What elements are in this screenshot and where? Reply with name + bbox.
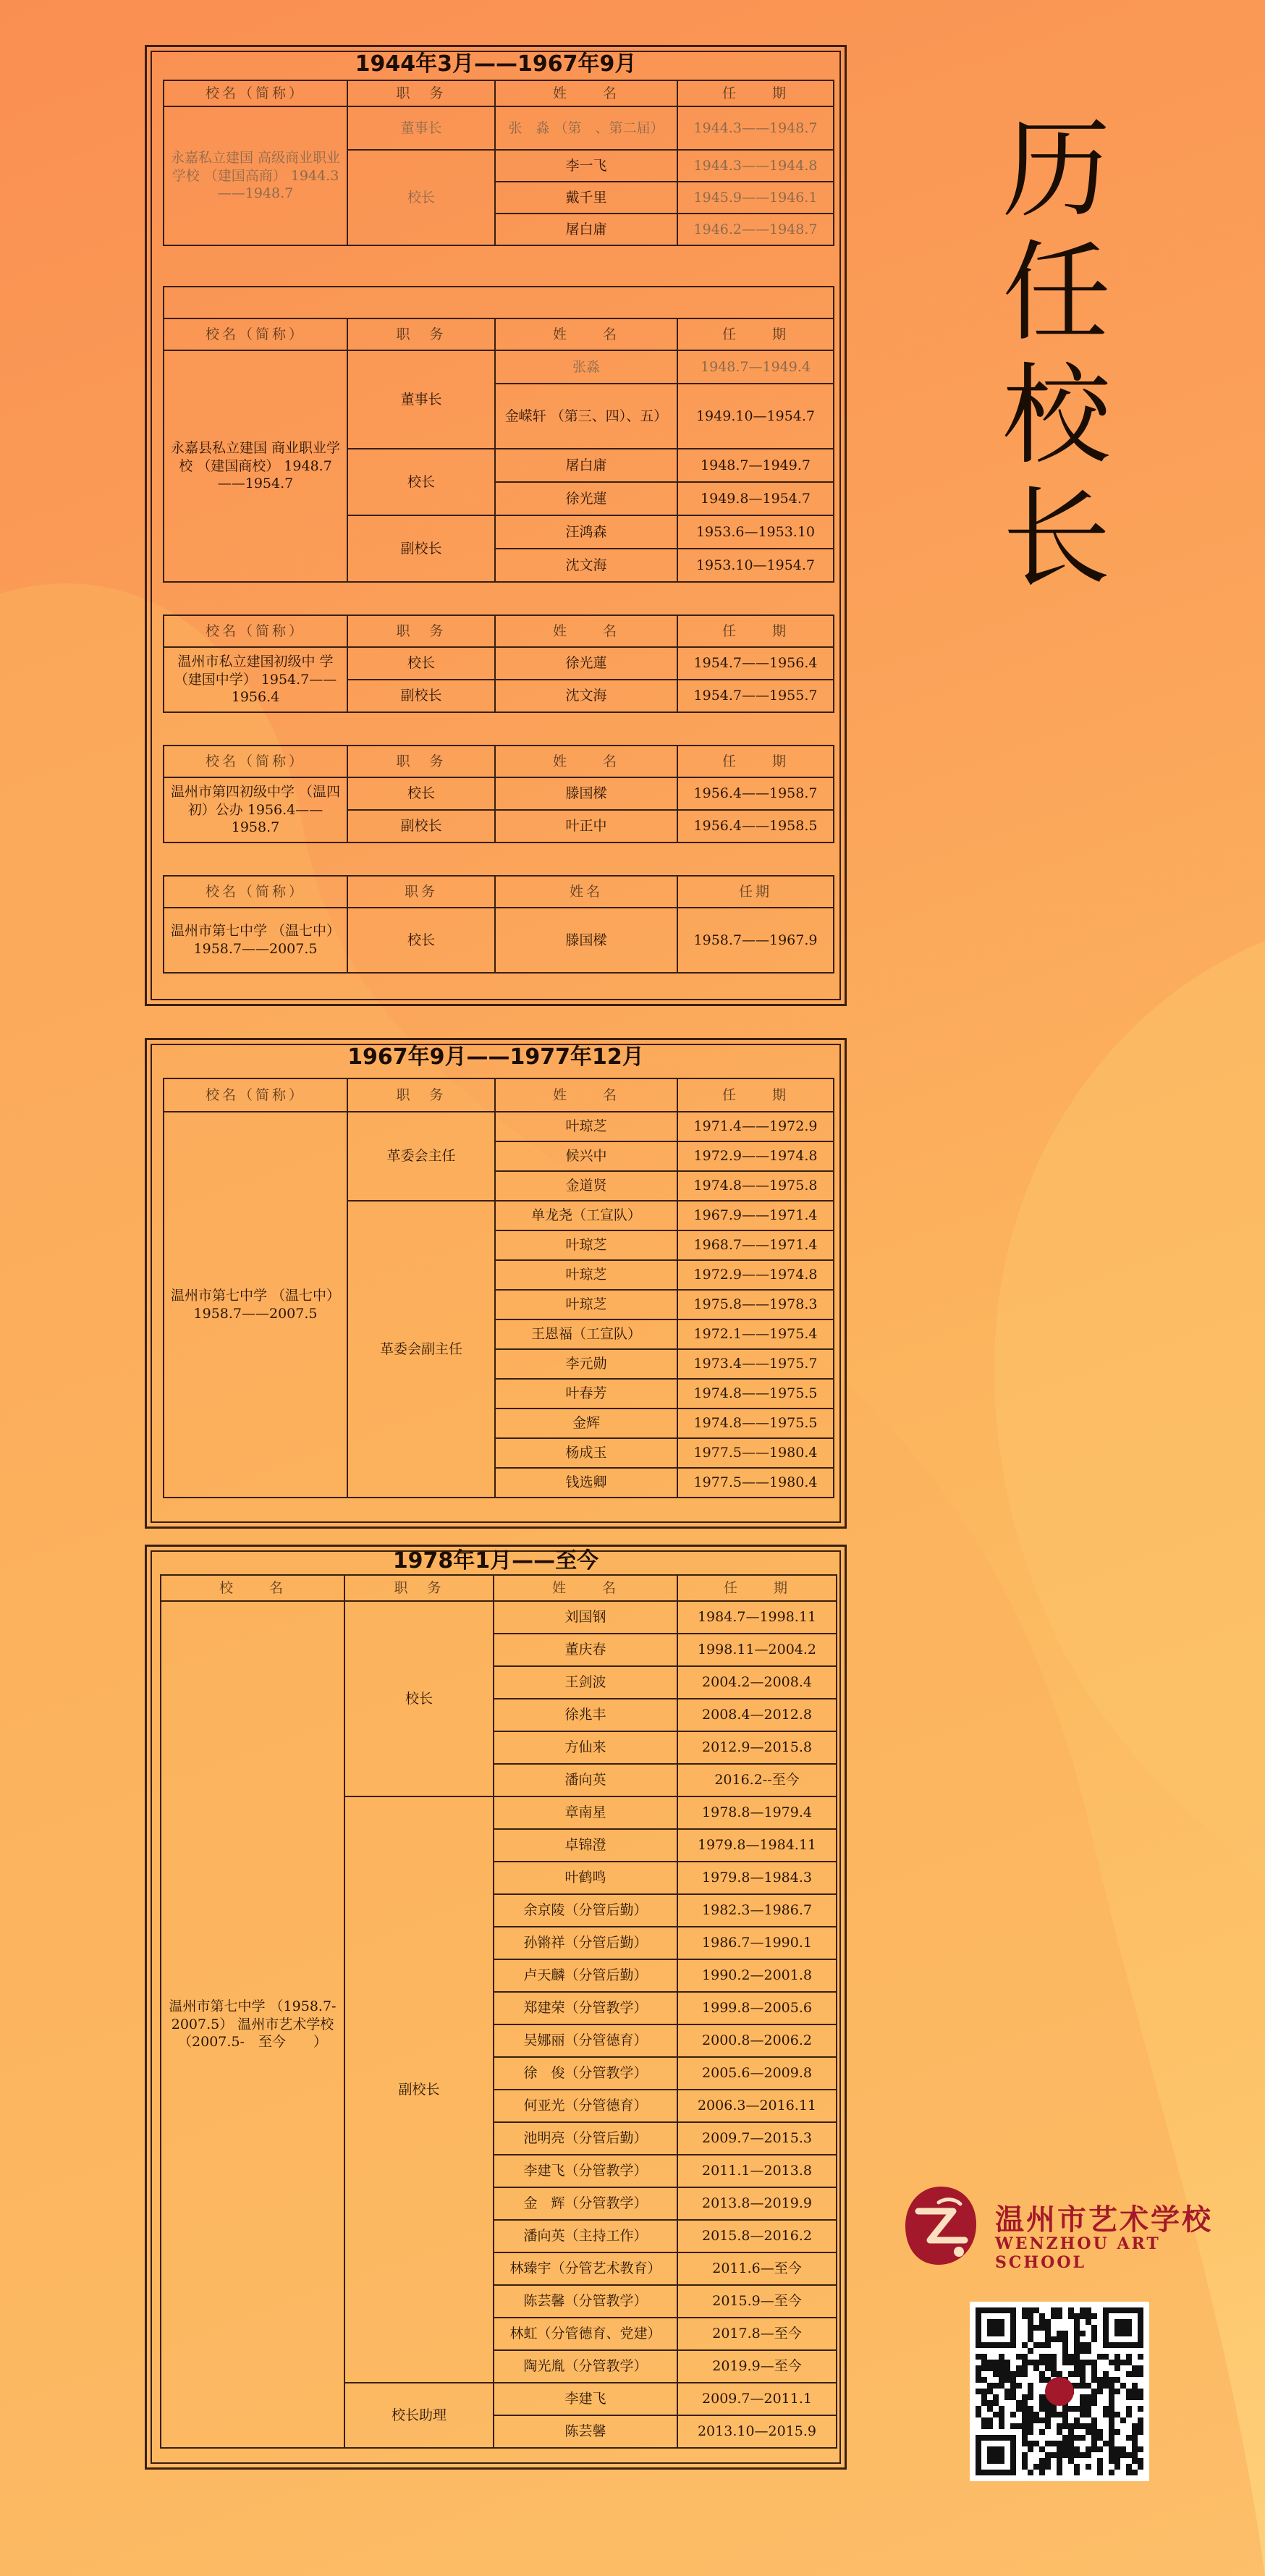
era-title: 1967年9月——1977年12月 [347, 1044, 644, 1070]
term-cell: 2004.2—2008.4 [677, 1666, 837, 1699]
header-term: 任 期 [677, 1078, 834, 1112]
role-cell: 副校长 [347, 680, 495, 712]
name-cell: 李建飞 [494, 2383, 677, 2415]
term-cell: 1972.1——1975.4 [677, 1319, 834, 1349]
name-cell: 叶琼芝 [495, 1230, 677, 1260]
term-cell: 1971.4——1972.9 [677, 1112, 834, 1141]
term-cell: 1954.7——1955.7 [677, 680, 834, 712]
name-cell: 张淼 [495, 350, 677, 384]
term-cell: 2005.6—2009.8 [677, 2057, 837, 2090]
name-cell: 滕国樑 [495, 777, 677, 810]
table-header-row [164, 1078, 834, 1112]
term-cell: 2009.7—2015.3 [677, 2122, 837, 2155]
header-role: 职 务 [347, 80, 495, 106]
table-header-row [164, 615, 834, 647]
term-cell: 1974.8——1975.5 [677, 1379, 834, 1409]
name-cell: 陈芸馨（分管教学） [494, 2285, 677, 2318]
name-cell: 林虹（分管德育、党建） [494, 2318, 677, 2350]
header-role: 职 务 [347, 746, 495, 777]
name-cell: 戴千里 [495, 182, 677, 214]
school-name: 温州市第七中学 （1958.7-2007.5） 温州市艺术学校 （2007.5- 至今 ） [161, 1601, 344, 2448]
name-cell: 李元勋 [495, 1349, 677, 1379]
term-cell: 1977.5——1980.4 [677, 1438, 834, 1468]
name-cell: 杨成玉 [495, 1438, 677, 1468]
role-cell: 革委会副主任 [347, 1201, 495, 1498]
role-cell: 副校长 [347, 515, 495, 582]
role-cell: 校长 [347, 647, 495, 680]
term-cell: 1972.9——1974.8 [677, 1260, 834, 1290]
logo-emblem-icon [901, 2182, 981, 2269]
term-cell: 2019.9—至今 [677, 2350, 837, 2383]
term-cell: 1956.4——1958.7 [677, 777, 834, 810]
name-cell: 张 淼 （第 、第二届） [495, 106, 677, 150]
name-cell: 叶琼芝 [495, 1290, 677, 1319]
table-wensichu [163, 745, 834, 843]
term-cell: 2012.9—2015.8 [677, 1731, 837, 1764]
school-name: 温州市第七中学 （温七中） 1958.7——2007.5 [164, 908, 347, 973]
table-row [164, 908, 834, 973]
table-spacer-row [164, 287, 834, 318]
table-header-row [164, 746, 834, 777]
name-cell: 叶鹤鸣 [494, 1862, 677, 1894]
name-cell: 潘向英（主持工作） [494, 2220, 677, 2252]
header-name: 姓 名 [494, 1575, 677, 1601]
role-cell: 校长 [347, 908, 495, 973]
school-name: 温州市第四初级中学 （温四初）公办 1956.4——1958.7 [164, 777, 347, 843]
term-cell: 2013.8—2019.9 [677, 2187, 837, 2220]
name-cell: 汪鸿森 [495, 515, 677, 549]
table-current [160, 1574, 837, 2449]
table-jianguo-zhongxue [163, 615, 834, 713]
era-panel-1944-1967 [145, 45, 847, 1006]
header-role: 职 务 [347, 1078, 495, 1112]
name-cell: 金嵘轩 （第三、四）、五） [495, 384, 677, 449]
name-cell: 叶琼芝 [495, 1112, 677, 1141]
name-cell: 徐兆丰 [494, 1699, 677, 1731]
name-cell: 金 辉（分管教学） [494, 2187, 677, 2220]
term-cell: 1973.4——1975.7 [677, 1349, 834, 1379]
name-cell: 李一飞 [495, 150, 677, 182]
name-cell: 李建飞（分管教学） [494, 2155, 677, 2187]
name-cell: 徐光蓮 [495, 647, 677, 680]
role-cell: 董事长 [347, 350, 495, 449]
school-logo [901, 2182, 1248, 2272]
role-cell: 革委会主任 [347, 1112, 495, 1201]
term-cell: 2016.2--至今 [677, 1764, 837, 1796]
term-cell: 1946.2——1948.7 [677, 214, 834, 245]
role-cell: 副校长 [347, 810, 495, 843]
term-cell: 1984.7—1998.11 [677, 1601, 837, 1634]
role-cell: 校长 [347, 449, 495, 515]
term-cell: 1967.9——1971.4 [677, 1201, 834, 1230]
table-row [164, 1112, 834, 1141]
era-title: 1944年3月——1967年9月 [355, 51, 637, 77]
name-cell: 王剑波 [494, 1666, 677, 1699]
term-cell: 2006.3—2016.11 [677, 2090, 837, 2122]
term-cell: 2011.1—2013.8 [677, 2155, 837, 2187]
era-panel-1967-1977 [145, 1038, 847, 1529]
table-header-row [161, 1575, 837, 1601]
header-term: 任 期 [677, 1575, 837, 1601]
term-cell: 1949.8—1954.7 [677, 482, 834, 515]
term-cell: 1977.5——1980.4 [677, 1468, 834, 1498]
table-row [164, 647, 834, 680]
name-cell: 滕国樑 [495, 908, 677, 973]
header-term: 任期 [677, 876, 834, 908]
term-cell: 1975.8——1978.3 [677, 1290, 834, 1319]
term-cell: 1948.7—1949.7 [677, 449, 834, 482]
term-cell: 1974.8——1975.5 [677, 1409, 834, 1438]
term-cell: 1982.3—1986.7 [677, 1894, 837, 1927]
header-school: 校 名 [161, 1575, 344, 1601]
school-name: 永嘉私立建国 高级商业职业学校 （建国高商） 1944.3——1948.7 [164, 106, 347, 245]
table-row [164, 777, 834, 810]
term-cell: 2015.8—2016.2 [677, 2220, 837, 2252]
logo-name-cn: 温州市艺术学校 [995, 2203, 1213, 2237]
term-cell: 1972.9——1974.8 [677, 1141, 834, 1171]
role-cell: 校长 [344, 1601, 494, 1796]
name-cell: 何亚光（分管德育） [494, 2090, 677, 2122]
term-cell: 1945.9——1946.1 [677, 182, 834, 214]
header-role: 职务 [347, 876, 495, 908]
page-title [999, 109, 1114, 601]
name-cell: 吴娜丽（分管德育） [494, 2024, 677, 2057]
name-cell: 叶琼芝 [495, 1260, 677, 1290]
name-cell: 董庆春 [494, 1634, 677, 1666]
header-name: 姓 名 [495, 746, 677, 777]
role-cell: 校长 [347, 777, 495, 810]
role-cell: 副校长 [344, 1796, 494, 2383]
header-role: 职 务 [344, 1575, 494, 1601]
role-cell: 董事长 [347, 106, 495, 150]
name-cell: 池明亮（分管后勤） [494, 2122, 677, 2155]
name-cell: 金辉 [495, 1409, 677, 1438]
table-wenqizhong-early [163, 875, 834, 974]
name-cell: 方仙来 [494, 1731, 677, 1764]
header-school: 校名（简称） [164, 615, 347, 647]
header-name: 姓 名 [495, 1078, 677, 1112]
term-cell: 1958.7——1967.9 [677, 908, 834, 973]
term-cell: 2013.10—2015.9 [677, 2415, 837, 2448]
role-cell: 校长助理 [344, 2383, 494, 2448]
logo-name-en: WENZHOU ART SCHOOL [995, 2234, 1161, 2272]
term-cell: 1953.10—1954.7 [677, 549, 834, 582]
header-term: 任 期 [677, 318, 834, 350]
term-cell: 1954.7——1956.4 [677, 647, 834, 680]
header-name: 姓 名 [495, 318, 677, 350]
name-cell: 徐 俊（分管教学） [494, 2057, 677, 2090]
title-char: 历 [1002, 107, 1111, 233]
name-cell: 章南星 [494, 1796, 677, 1829]
name-cell: 屠白庸 [495, 449, 677, 482]
name-cell: 刘国钢 [494, 1601, 677, 1634]
name-cell: 候兴中 [495, 1141, 677, 1171]
header-school: 校名（简称） [164, 318, 347, 350]
era-title: 1978年1月——至今 [392, 1548, 599, 1574]
header-school: 校名（简称） [164, 80, 347, 106]
role-cell: 校长 [347, 150, 495, 245]
term-cell: 1999.8—2005.6 [677, 1992, 837, 2024]
table-header-row [164, 318, 834, 350]
name-cell: 林臻宇（分管艺术教育） [494, 2252, 677, 2285]
title-char: 任 [1002, 230, 1111, 356]
school-name: 永嘉县私立建国 商业职业学校 （建国商校） 1948.7——1954.7 [164, 350, 347, 582]
header-school: 校名（简称） [164, 1078, 347, 1112]
term-cell: 1956.4——1958.5 [677, 810, 834, 843]
term-cell: 1990.2—2001.8 [677, 1959, 837, 1992]
term-cell: 1986.7—1990.1 [677, 1927, 837, 1959]
table-row [164, 350, 834, 384]
header-name: 姓名 [495, 876, 677, 908]
name-cell: 卓锦澄 [494, 1829, 677, 1862]
term-cell: 1953.6—1953.10 [677, 515, 834, 549]
term-cell: 1948.7—1949.4 [677, 350, 834, 384]
header-school: 校名（简称） [164, 746, 347, 777]
title-char: 校 [1002, 353, 1111, 479]
header-name: 姓 名 [495, 615, 677, 647]
header-term: 任 期 [677, 615, 834, 647]
header-term: 任 期 [677, 746, 834, 777]
name-cell: 沈文海 [495, 549, 677, 582]
name-cell: 钱选卿 [495, 1468, 677, 1498]
term-cell: 2011.6—至今 [677, 2252, 837, 2285]
school-name: 温州市私立建国初级中 学 （建国中学） 1954.7——1956.4 [164, 647, 347, 712]
name-cell: 沈文海 [495, 680, 677, 712]
term-cell: 2017.8—至今 [677, 2318, 837, 2350]
name-cell: 陈芸馨 [494, 2415, 677, 2448]
term-cell: 1998.11—2004.2 [677, 1634, 837, 1666]
table-row [164, 106, 834, 150]
school-name: 温州市第七中学 （温七中） 1958.7——2007.5 [164, 1112, 347, 1498]
term-cell: 2015.9—至今 [677, 2285, 837, 2318]
term-cell: 1968.7——1971.4 [677, 1230, 834, 1260]
name-cell: 叶正中 [495, 810, 677, 843]
era-panel-1978-present [145, 1545, 847, 2470]
table-header-row [164, 876, 834, 908]
title-char: 长 [1002, 476, 1111, 602]
term-cell: 1979.8—1984.11 [677, 1829, 837, 1862]
table-header-row [164, 80, 834, 106]
name-cell: 陶光胤（分管教学） [494, 2350, 677, 2383]
term-cell: 2000.8—2006.2 [677, 2024, 837, 2057]
name-cell: 单龙尧（工宣队） [495, 1201, 677, 1230]
term-cell: 2009.7—2011.1 [677, 2383, 837, 2415]
header-term: 任 期 [677, 80, 834, 106]
term-cell: 1944.3——1948.7 [677, 106, 834, 150]
term-cell: 1979.8—1984.3 [677, 1862, 837, 1894]
name-cell: 金道贤 [495, 1171, 677, 1201]
term-cell: 1944.3——1944.8 [677, 150, 834, 182]
table-jianguo-shangxiao [163, 286, 834, 583]
table-geweihui [163, 1078, 834, 1498]
table-jianguo-gaoshang [163, 80, 834, 246]
name-cell: 余京陵（分管后勤） [494, 1894, 677, 1927]
header-name: 姓 名 [495, 80, 677, 106]
name-cell: 徐光蓮 [495, 482, 677, 515]
qr-code-icon [970, 2302, 1149, 2481]
term-cell: 1978.8—1979.4 [677, 1796, 837, 1829]
header-role: 职 务 [347, 318, 495, 350]
header-role: 职 务 [347, 615, 495, 647]
term-cell: 1949.10—1954.7 [677, 384, 834, 449]
table-row [161, 1601, 837, 1634]
name-cell: 潘向英 [494, 1764, 677, 1796]
header-school: 校名（简称） [164, 876, 347, 908]
name-cell: 叶春芳 [495, 1379, 677, 1409]
term-cell: 1974.8——1975.8 [677, 1171, 834, 1201]
name-cell: 卢天麟（分管后勤） [494, 1959, 677, 1992]
name-cell: 郑建荣（分管教学） [494, 1992, 677, 2024]
name-cell: 孙锵祥（分管后勤） [494, 1927, 677, 1959]
name-cell: 屠白庸 [495, 214, 677, 245]
term-cell: 2008.4—2012.8 [677, 1699, 837, 1731]
name-cell: 王恩福（工宣队） [495, 1319, 677, 1349]
